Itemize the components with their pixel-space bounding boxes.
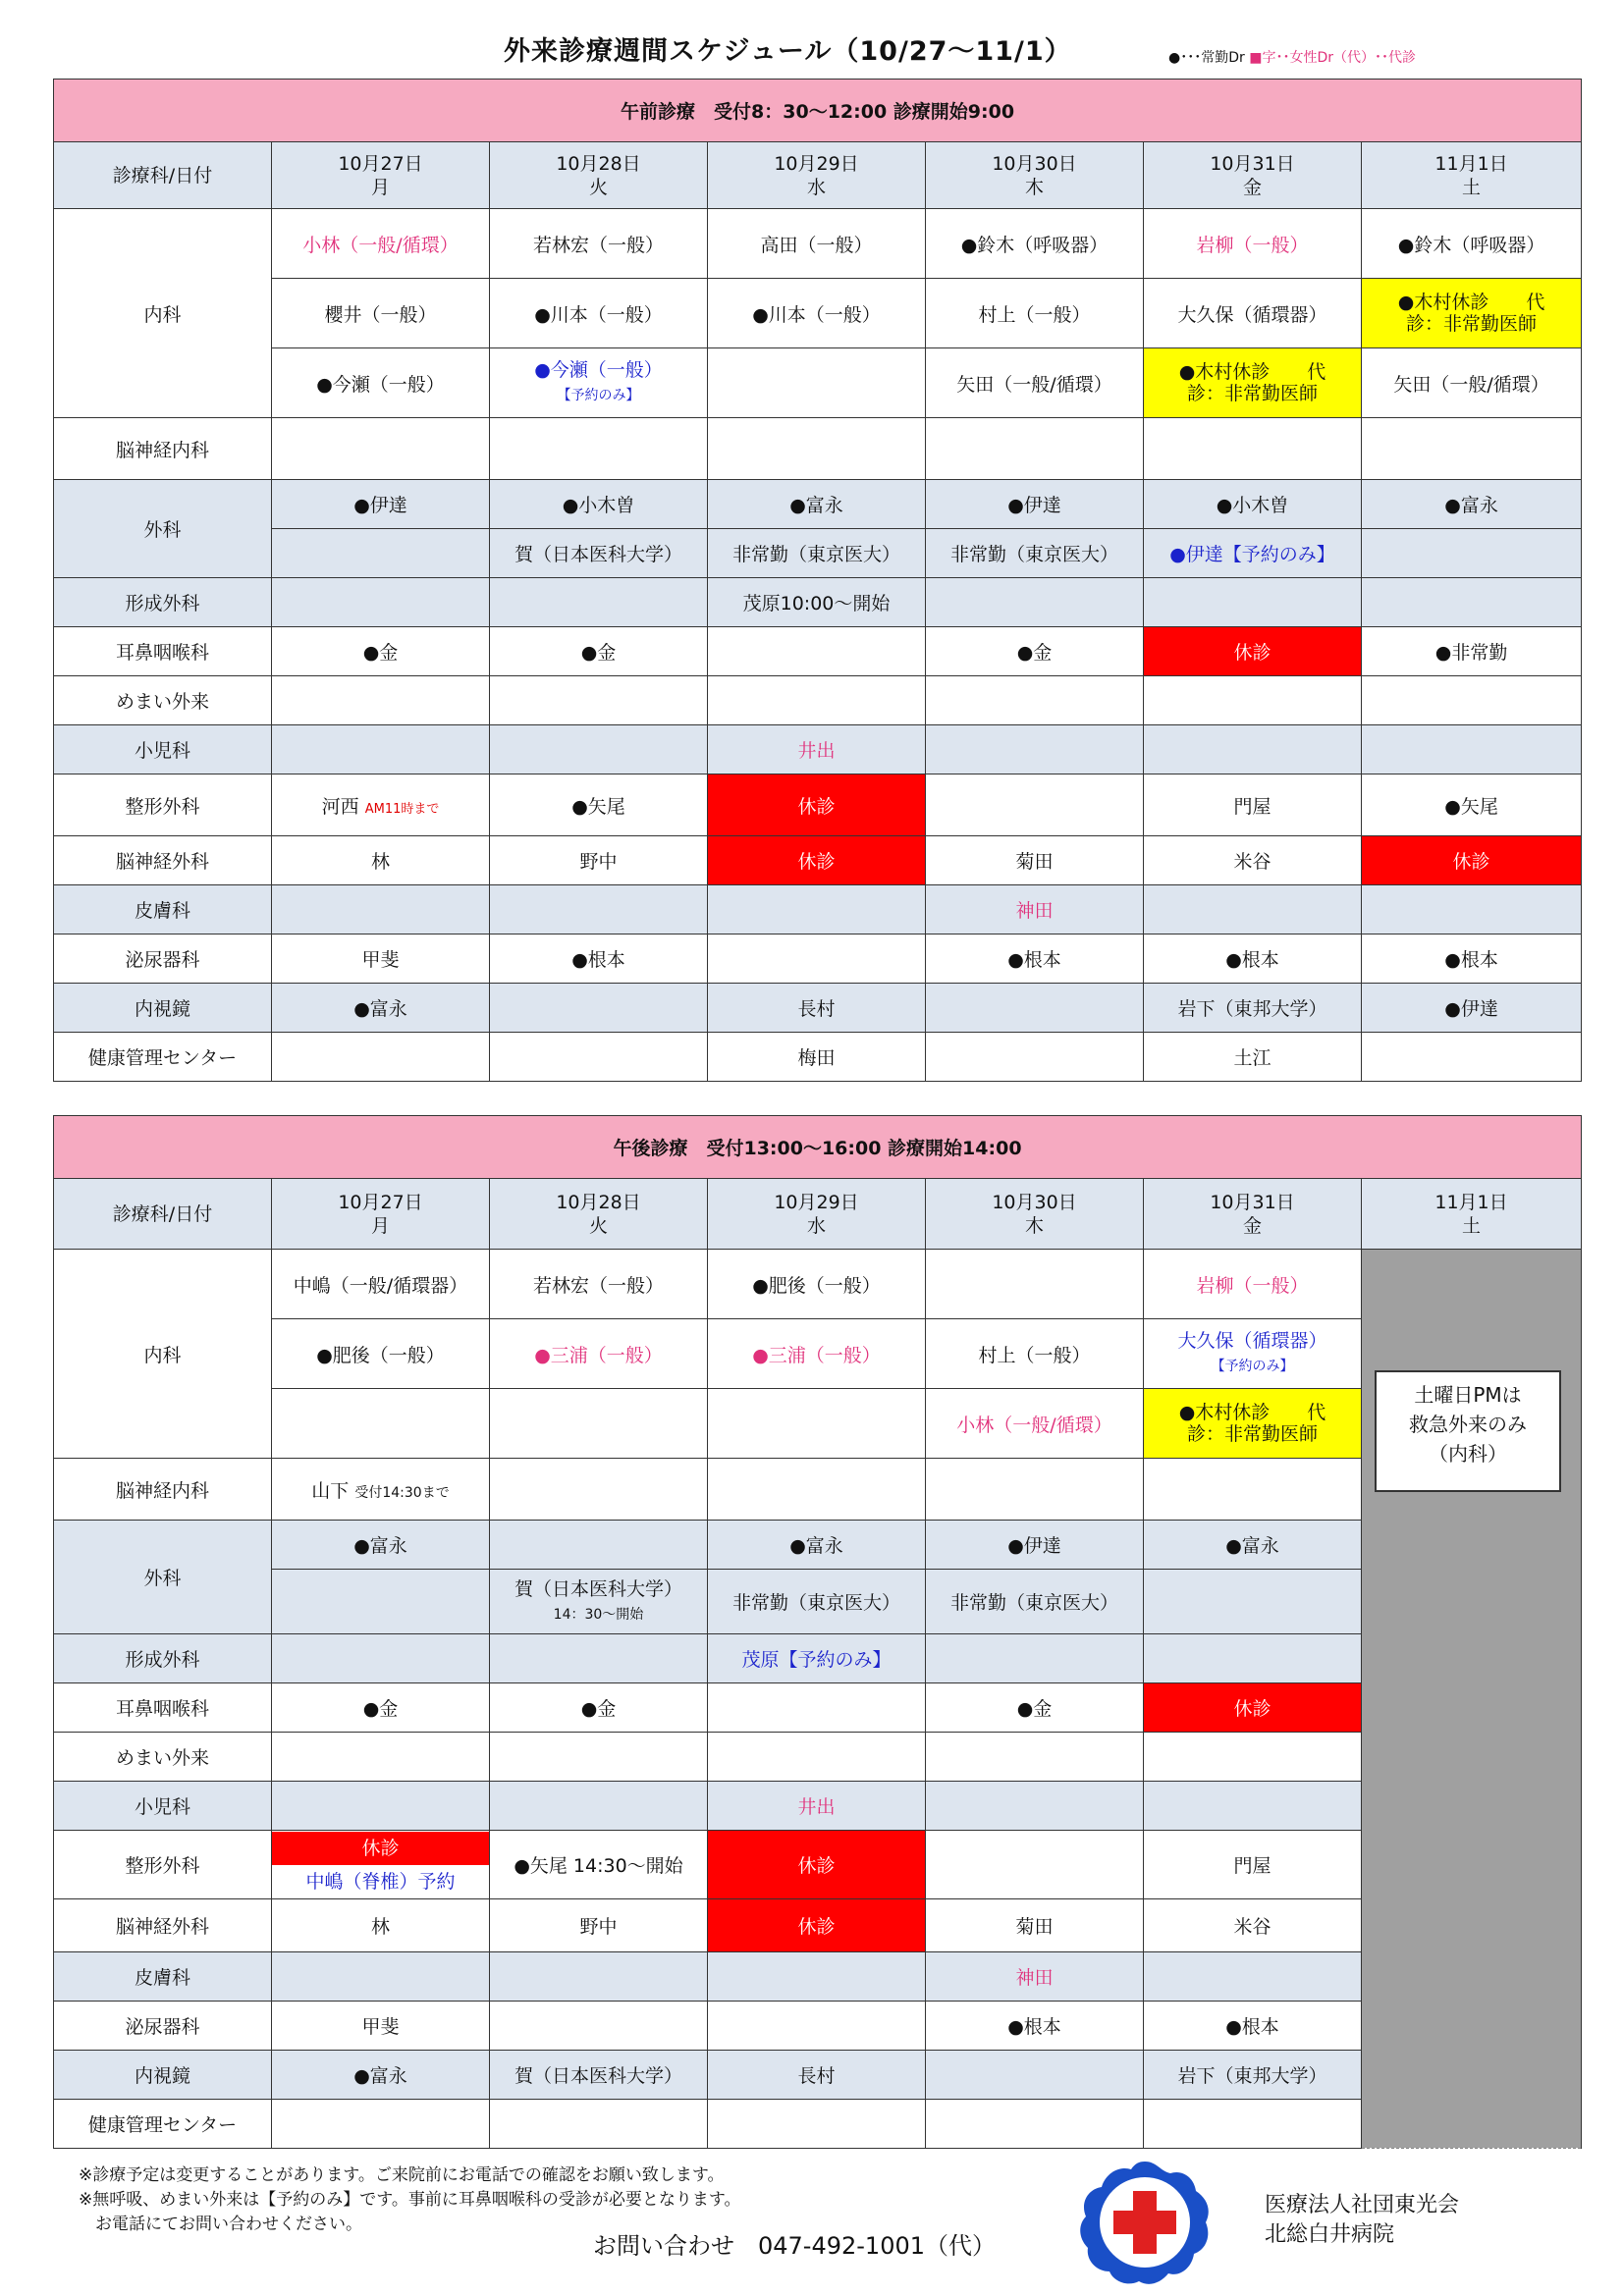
table-cell bbox=[708, 934, 926, 984]
table-cell bbox=[1362, 418, 1582, 480]
date-sat: 11月1日 土 bbox=[1362, 142, 1582, 209]
table-cell: 門屋 bbox=[1144, 774, 1362, 836]
table-cell bbox=[926, 676, 1144, 725]
table-cell: ●肥後（一般） bbox=[708, 1250, 926, 1319]
table-cell bbox=[708, 2002, 926, 2051]
date-mon: 10月27日 月 bbox=[272, 1179, 490, 1250]
table-cell: ●金 bbox=[490, 627, 708, 676]
org-line-1: 医療法人社団東光会 bbox=[1265, 2193, 1460, 2217]
table-cell: 山下 受付14:30まで bbox=[272, 1459, 490, 1521]
am-geka-row-2 bbox=[54, 529, 1582, 578]
page-title: 外来診療週間スケジュール（10/27〜11/1） bbox=[504, 36, 1072, 67]
am-naika-row-2 bbox=[54, 279, 1582, 348]
pm-naika-row-3 bbox=[54, 1389, 1582, 1459]
table-cell bbox=[708, 885, 926, 934]
dept-label: 整形外科 bbox=[54, 774, 272, 836]
table-cell: ●富永 bbox=[708, 480, 926, 529]
table-cell: ●矢尾 bbox=[1362, 774, 1582, 836]
table-cell: 櫻井（一般） bbox=[272, 279, 490, 348]
am-date-row bbox=[54, 142, 1582, 209]
dept-label: めまい外来 bbox=[54, 1733, 272, 1782]
table-cell: ●富永 bbox=[272, 984, 490, 1033]
table-cell bbox=[490, 1782, 708, 1831]
am-memai-row bbox=[54, 676, 1582, 725]
pm-jibi-row bbox=[54, 1683, 1582, 1733]
table-cell: ●伊達 bbox=[1362, 984, 1582, 1033]
dept-label: 形成外科 bbox=[54, 578, 272, 627]
dept-label: 皮膚科 bbox=[54, 1952, 272, 2002]
table-cell: 林 bbox=[272, 1899, 490, 1952]
table-cell bbox=[1144, 1634, 1362, 1683]
closed-cell: 休診 bbox=[708, 1831, 926, 1899]
table-cell: 井出 bbox=[708, 725, 926, 774]
table-cell bbox=[1362, 885, 1582, 934]
am-heading: 午前診療 受付8：30〜12:00 診療開始9:00 bbox=[54, 80, 1582, 142]
date-mon: 10月27日 月 bbox=[272, 142, 490, 209]
table-cell: 岩下（東邦大学） bbox=[1144, 984, 1362, 1033]
closed-cell: 休診 bbox=[708, 836, 926, 885]
pm-hifu-row bbox=[54, 1952, 1582, 2002]
pm-geka-row-2 bbox=[54, 1570, 1582, 1634]
table-cell: 中嶋（一般/循環器） bbox=[272, 1250, 490, 1319]
table-cell bbox=[1362, 725, 1582, 774]
am-naika-row-3 bbox=[54, 348, 1582, 418]
table-cell: ●鈴木（呼吸器） bbox=[1362, 209, 1582, 279]
table-cell bbox=[926, 1033, 1144, 1082]
dept-label: 小児科 bbox=[54, 725, 272, 774]
table-cell: 岩柳（一般） bbox=[1144, 1250, 1362, 1319]
table-cell: 甲斐 bbox=[272, 934, 490, 984]
table-cell: 神田 bbox=[926, 885, 1144, 934]
table-cell bbox=[490, 725, 708, 774]
table-cell: 土江 bbox=[1144, 1033, 1362, 1082]
table-cell bbox=[1362, 578, 1582, 627]
table-cell: 賀（日本医科大学） bbox=[490, 529, 708, 578]
table-cell: ●根本 bbox=[1144, 934, 1362, 984]
pm-noushinkei-geka-row bbox=[54, 1899, 1582, 1952]
table-cell bbox=[272, 1634, 490, 1683]
table-cell: 賀（日本医科大学） bbox=[490, 2051, 708, 2100]
table-cell: 茂原10:00〜開始 bbox=[708, 578, 926, 627]
dept-label: 泌尿器科 bbox=[54, 934, 272, 984]
table-cell bbox=[1144, 578, 1362, 627]
table-cell bbox=[1144, 1459, 1362, 1521]
table-cell bbox=[490, 1733, 708, 1782]
table-cell: ●川本（一般） bbox=[490, 279, 708, 348]
table-cell bbox=[926, 578, 1144, 627]
header-label: 診療科/日付 bbox=[54, 142, 272, 209]
am-keisei-row bbox=[54, 578, 1582, 627]
table-cell: 長村 bbox=[708, 984, 926, 1033]
dept-label: 外科 bbox=[54, 1521, 272, 1634]
table-cell: ●富永 bbox=[1362, 480, 1582, 529]
table-cell bbox=[490, 418, 708, 480]
date-wed: 10月29日 水 bbox=[708, 1179, 926, 1250]
table-cell bbox=[1144, 418, 1362, 480]
table-cell bbox=[1144, 1782, 1362, 1831]
am-jibi-row bbox=[54, 627, 1582, 676]
table-cell: 非常勤（東京医大） bbox=[708, 529, 926, 578]
dept-label: 脳神経内科 bbox=[54, 1459, 272, 1521]
date-tue: 10月28日 火 bbox=[490, 1179, 708, 1250]
table-cell: ●根本 bbox=[926, 2002, 1144, 2051]
table-cell bbox=[1144, 725, 1362, 774]
table-cell: 小林（一般/循環） bbox=[926, 1389, 1144, 1459]
table-cell bbox=[490, 578, 708, 627]
pm-schedule-table bbox=[53, 1115, 1582, 2149]
dept-label: 脳神経外科 bbox=[54, 836, 272, 885]
substitute-cell: ●木村休診 代 診：非常勤医師 bbox=[1144, 1389, 1362, 1459]
table-cell: ●肥後（一般） bbox=[272, 1319, 490, 1389]
table-cell: ●小木曽 bbox=[490, 480, 708, 529]
table-cell: 非常勤（東京医大） bbox=[708, 1570, 926, 1634]
table-cell: 林 bbox=[272, 836, 490, 885]
table-cell: 矢田（一般/循環） bbox=[926, 348, 1144, 418]
table-cell bbox=[272, 1389, 490, 1459]
table-cell: ●伊達 bbox=[926, 1521, 1144, 1570]
table-cell: 大久保（循環器） bbox=[1144, 279, 1362, 348]
table-cell: 野中 bbox=[490, 836, 708, 885]
table-cell: ●根本 bbox=[926, 934, 1144, 984]
table-cell: 岩下（東邦大学） bbox=[1144, 2051, 1362, 2100]
table-cell: 門屋 bbox=[1144, 1831, 1362, 1899]
dept-label: 形成外科 bbox=[54, 1634, 272, 1683]
table-cell: ●伊達 bbox=[272, 480, 490, 529]
legend bbox=[1168, 47, 1416, 67]
pm-hinyou-row bbox=[54, 2002, 1582, 2051]
date-thu: 10月30日 木 bbox=[926, 142, 1144, 209]
table-cell: 河西 AM11時まで bbox=[272, 774, 490, 836]
pm-naishikyo-row bbox=[54, 2051, 1582, 2100]
note-line: ※診療予定は変更することがあります。ご来院前にお電話での確認をお願い致します。 bbox=[79, 2165, 725, 2185]
table-cell: ●富永 bbox=[708, 1521, 926, 1570]
table-cell: 梅田 bbox=[708, 1033, 926, 1082]
table-cell bbox=[490, 676, 708, 725]
table-cell bbox=[272, 2100, 490, 2149]
date-wed: 10月29日 水 bbox=[708, 142, 926, 209]
closed-cell: 休診 bbox=[708, 1899, 926, 1952]
pm-memai-row bbox=[54, 1733, 1582, 1782]
table-cell bbox=[926, 725, 1144, 774]
table-cell: ●今瀬（一般） 【予約のみ】 bbox=[490, 348, 708, 418]
legend-regular: ●･･･常勤Dr bbox=[1168, 50, 1245, 66]
table-cell bbox=[1144, 1952, 1362, 2002]
closed-cell: 休診 bbox=[1144, 1683, 1362, 1733]
table-cell: ●鈴木（呼吸器） bbox=[926, 209, 1144, 279]
date-fri: 10月31日 金 bbox=[1144, 142, 1362, 209]
table-cell bbox=[490, 984, 708, 1033]
table-cell bbox=[272, 1782, 490, 1831]
table-cell: 神田 bbox=[926, 1952, 1144, 2002]
table-cell bbox=[1144, 1733, 1362, 1782]
reservation-note: 中嶋（脊椎）予約 bbox=[305, 1870, 456, 1893]
pm-noushinkei-naika-row bbox=[54, 1459, 1582, 1521]
table-cell: ●川本（一般） bbox=[708, 279, 926, 348]
table-cell bbox=[708, 1733, 926, 1782]
table-cell: ●矢尾 14:30〜開始 bbox=[490, 1831, 708, 1899]
table-cell: ●伊達 bbox=[926, 480, 1144, 529]
am-hifu-row bbox=[54, 885, 1582, 934]
table-cell: ●金 bbox=[272, 1683, 490, 1733]
table-cell: 菊田 bbox=[926, 836, 1144, 885]
table-cell: ●金 bbox=[490, 1683, 708, 1733]
table-cell bbox=[1362, 676, 1582, 725]
table-cell bbox=[926, 774, 1144, 836]
date-sat: 11月1日 土 bbox=[1362, 1179, 1582, 1250]
am-naishikyo-row bbox=[54, 984, 1582, 1033]
header-label: 診療科/日付 bbox=[54, 1179, 272, 1250]
table-cell: 矢田（一般/循環） bbox=[1362, 348, 1582, 418]
dept-label: めまい外来 bbox=[54, 676, 272, 725]
table-cell: ●矢尾 bbox=[490, 774, 708, 836]
dept-label: 耳鼻咽喉科 bbox=[54, 627, 272, 676]
closed-cell: 休診 bbox=[1362, 836, 1582, 885]
table-cell bbox=[272, 1831, 490, 1899]
pm-date-row bbox=[54, 1179, 1582, 1250]
table-cell: ●金 bbox=[272, 627, 490, 676]
am-seikei-row bbox=[54, 774, 1582, 836]
dept-label: 小児科 bbox=[54, 1782, 272, 1831]
table-cell bbox=[490, 1389, 708, 1459]
table-cell: 小林（一般/循環） bbox=[272, 209, 490, 279]
table-cell bbox=[272, 1033, 490, 1082]
dept-label: 耳鼻咽喉科 bbox=[54, 1683, 272, 1733]
table-cell: ●富永 bbox=[1144, 1521, 1362, 1570]
am-schedule-table bbox=[53, 79, 1582, 1082]
dept-label: 内科 bbox=[54, 1250, 272, 1459]
am-hinyou-row bbox=[54, 934, 1582, 984]
date-tue: 10月28日 火 bbox=[490, 142, 708, 209]
table-cell: 米谷 bbox=[1144, 836, 1362, 885]
table-cell bbox=[708, 1952, 926, 2002]
closed-cell: 休診 bbox=[272, 1832, 489, 1865]
table-cell: 若林宏（一般） bbox=[490, 209, 708, 279]
am-shouni-row bbox=[54, 725, 1582, 774]
contact-phone: お問い合わせ 047-492-1001（代） bbox=[593, 2232, 997, 2260]
substitute-cell: ●木村休診 代 診：非常勤医師 bbox=[1144, 348, 1362, 418]
pm-keisei-row bbox=[54, 1634, 1582, 1683]
table-cell: ●根本 bbox=[490, 934, 708, 984]
table-cell bbox=[708, 2100, 926, 2149]
table-cell bbox=[1144, 676, 1362, 725]
table-cell bbox=[272, 1952, 490, 2002]
table-cell: ●非常勤 bbox=[1362, 627, 1582, 676]
table-cell: 非常勤（東京医大） bbox=[926, 529, 1144, 578]
pm-kenkou-row bbox=[54, 2100, 1582, 2149]
pm-heading: 午後診療 受付13:00〜16:00 診療開始14:00 bbox=[54, 1116, 1582, 1179]
table-cell: ●富永 bbox=[272, 1521, 490, 1570]
table-cell: 茂原【予約のみ】 bbox=[708, 1634, 926, 1683]
substitute-cell: ●木村休診 代 診：非常勤医師 bbox=[1362, 279, 1582, 348]
table-cell bbox=[926, 1782, 1144, 1831]
dept-label: 内視鏡 bbox=[54, 984, 272, 1033]
table-cell bbox=[272, 418, 490, 480]
pm-naika-row-2 bbox=[54, 1319, 1582, 1389]
am-kenkou-row bbox=[54, 1033, 1582, 1082]
table-cell: 若林宏（一般） bbox=[490, 1250, 708, 1319]
date-fri: 10月31日 金 bbox=[1144, 1179, 1362, 1250]
table-cell bbox=[490, 1634, 708, 1683]
table-cell: ●伊達【予約のみ】 bbox=[1144, 529, 1362, 578]
table-cell bbox=[708, 348, 926, 418]
table-cell bbox=[708, 418, 926, 480]
table-cell bbox=[272, 1570, 490, 1634]
table-cell: 井出 bbox=[708, 1782, 926, 1831]
table-cell: 長村 bbox=[708, 2051, 926, 2100]
dept-label: 整形外科 bbox=[54, 1831, 272, 1899]
table-cell: ●金 bbox=[926, 1683, 1144, 1733]
am-geka-row-1 bbox=[54, 480, 1582, 529]
table-cell bbox=[1144, 885, 1362, 934]
table-cell bbox=[490, 1033, 708, 1082]
dept-label: 外科 bbox=[54, 480, 272, 578]
table-cell bbox=[490, 1952, 708, 2002]
table-cell: ●金 bbox=[926, 627, 1144, 676]
table-cell bbox=[708, 676, 926, 725]
table-cell bbox=[272, 578, 490, 627]
table-cell bbox=[272, 885, 490, 934]
note-line: お電話にてお問い合わせください。 bbox=[79, 2215, 362, 2234]
table-cell: ●三浦（一般） bbox=[490, 1319, 708, 1389]
dept-label: 内科 bbox=[54, 209, 272, 418]
table-cell bbox=[490, 2100, 708, 2149]
table-cell bbox=[926, 1831, 1144, 1899]
organization-name bbox=[1265, 2191, 1459, 2250]
table-cell bbox=[926, 984, 1144, 1033]
dept-label: 泌尿器科 bbox=[54, 2002, 272, 2051]
table-cell bbox=[708, 1389, 926, 1459]
pm-geka-row-1 bbox=[54, 1521, 1582, 1570]
table-cell bbox=[708, 1683, 926, 1733]
table-cell bbox=[272, 725, 490, 774]
am-noushinkei-naika-row bbox=[54, 418, 1582, 480]
pm-naika-row-1 bbox=[54, 1250, 1582, 1319]
table-cell bbox=[272, 529, 490, 578]
table-cell bbox=[490, 1459, 708, 1521]
dept-label: 内視鏡 bbox=[54, 2051, 272, 2100]
table-cell bbox=[926, 1634, 1144, 1683]
table-cell: ●富永 bbox=[272, 2051, 490, 2100]
table-cell: 大久保（循環器） 【予約のみ】 bbox=[1144, 1319, 1362, 1389]
legend-female-sub: ■字･･女性Dr（代）･･代診 bbox=[1249, 50, 1416, 66]
table-cell: 賀（日本医科大学） 14：30〜開始 bbox=[490, 1570, 708, 1634]
closed-cell: 休診 bbox=[1144, 627, 1362, 676]
org-line-2: 北総白井病院 bbox=[1265, 2222, 1395, 2247]
table-cell bbox=[1362, 1033, 1582, 1082]
date-thu: 10月30日 木 bbox=[926, 1179, 1144, 1250]
table-cell bbox=[490, 2002, 708, 2051]
closed-cell: 休診 bbox=[708, 774, 926, 836]
table-cell bbox=[1144, 1570, 1362, 1634]
table-cell: 米谷 bbox=[1144, 1899, 1362, 1952]
table-cell bbox=[708, 627, 926, 676]
table-cell bbox=[926, 1459, 1144, 1521]
table-cell: ●三浦（一般） bbox=[708, 1319, 926, 1389]
table-cell: 菊田 bbox=[926, 1899, 1144, 1952]
table-cell bbox=[272, 676, 490, 725]
table-cell bbox=[1362, 529, 1582, 578]
table-cell bbox=[926, 1733, 1144, 1782]
note-line: ※無呼吸、めまい外来は【予約のみ】です。事前に耳鼻咽喉科の受診が必要となります。 bbox=[79, 2190, 741, 2210]
pm-shouni-row bbox=[54, 1782, 1582, 1831]
dept-label: 皮膚科 bbox=[54, 885, 272, 934]
table-cell: 岩柳（一般） bbox=[1144, 209, 1362, 279]
table-cell: ●小木曽 bbox=[1144, 480, 1362, 529]
table-cell bbox=[926, 2051, 1144, 2100]
table-cell: ●根本 bbox=[1144, 2002, 1362, 2051]
table-cell bbox=[272, 1733, 490, 1782]
table-cell bbox=[1144, 2100, 1362, 2149]
dept-label: 健康管理センター bbox=[54, 2100, 272, 2149]
table-cell bbox=[490, 885, 708, 934]
table-cell: 野中 bbox=[490, 1899, 708, 1952]
am-noushinkei-geka-row bbox=[54, 836, 1582, 885]
table-cell: 非常勤（東京医大） bbox=[926, 1570, 1144, 1634]
table-cell: ●今瀬（一般） bbox=[272, 348, 490, 418]
table-cell bbox=[490, 1521, 708, 1570]
table-cell bbox=[926, 418, 1144, 480]
table-cell: 甲斐 bbox=[272, 2002, 490, 2051]
hospital-logo-icon bbox=[1076, 2156, 1214, 2289]
dept-label: 脳神経内科 bbox=[54, 418, 272, 480]
pm-seikei-row bbox=[54, 1831, 1582, 1899]
table-cell bbox=[926, 1250, 1144, 1319]
table-cell: ●根本 bbox=[1362, 934, 1582, 984]
dept-label: 健康管理センター bbox=[54, 1033, 272, 1082]
table-cell: 村上（一般） bbox=[926, 279, 1144, 348]
table-cell: 村上（一般） bbox=[926, 1319, 1144, 1389]
table-cell bbox=[926, 2100, 1144, 2149]
saturday-pm-note: 土曜日PMは 救急外来のみ （内科） bbox=[1375, 1370, 1561, 1492]
table-cell: 高田（一般） bbox=[708, 209, 926, 279]
dept-label: 脳神経外科 bbox=[54, 1899, 272, 1952]
am-naika-row-1 bbox=[54, 209, 1582, 279]
table-cell bbox=[708, 1459, 926, 1521]
